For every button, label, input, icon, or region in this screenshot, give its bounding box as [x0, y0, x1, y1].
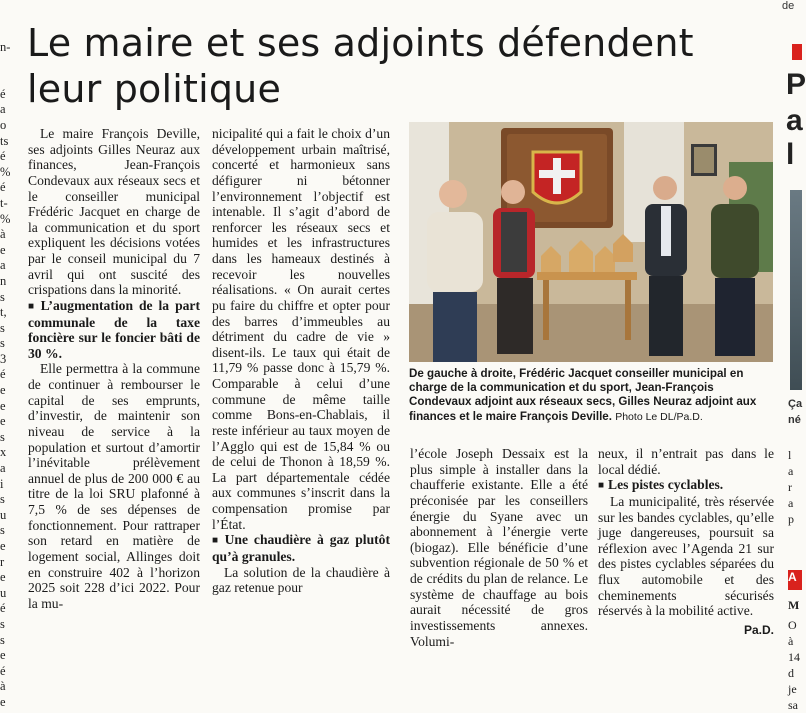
- left-fragment-line: s: [0, 616, 5, 631]
- left-fragment-line: [0, 71, 14, 87]
- right-fragment-caption: né: [788, 414, 801, 426]
- left-fragment-line: e: [0, 570, 6, 585]
- article-column-4: [598, 446, 774, 639]
- left-fragment-line: u: [0, 507, 7, 522]
- article-column-3: [410, 446, 588, 649]
- article-column-1: [28, 126, 200, 611]
- right-fragment-photo: [790, 190, 802, 390]
- left-fragment-line: a: [0, 258, 6, 273]
- left-fragment-line: [0, 56, 14, 72]
- left-fragment-line: s: [0, 320, 5, 335]
- left-fragment-line: e: [0, 398, 6, 413]
- headline-line-2: leur politique: [27, 67, 282, 111]
- left-fragment-line: à: [0, 227, 6, 242]
- left-fragment-line: e: [0, 648, 6, 663]
- left-fragment-line: r: [0, 554, 5, 569]
- right-fragment-text: p: [788, 512, 794, 526]
- left-fragment-line: x: [0, 445, 7, 460]
- article-column-2: [212, 126, 390, 596]
- right-fragment-text: sa: [788, 698, 798, 712]
- photo-illustration: [409, 122, 773, 362]
- left-fragment-line: u: [0, 585, 7, 600]
- left-fragment-line: é: [0, 601, 6, 616]
- right-fragment-red-box: A: [788, 570, 802, 590]
- right-fragment-text: r: [788, 480, 792, 494]
- left-fragment-line: s: [0, 336, 5, 351]
- right-fragment-text: O: [788, 618, 797, 632]
- left-fragment-line: à: [0, 679, 6, 694]
- headline-line-1: Le maire et ses adjoints défendent: [27, 21, 694, 65]
- left-fragment-line: e: [0, 383, 6, 398]
- photo-caption-text: De gauche à droite, Frédéric Jacquet conseiller municipal en charge de la communication et du sport, Jean-François Condevaux adjoint aux réseaux secs, Gilles Neuraz adjoint aux finances et le maire François Deville.: [409, 367, 757, 423]
- left-fragment-line: a: [0, 102, 6, 117]
- body-paragraph: La solution de la chaudière à gaz retenue pour: [212, 564, 390, 596]
- body-paragraph: neux, il n’entrait pas dans le local dédié.: [598, 446, 774, 477]
- right-fragment-headline-letter: l: [786, 138, 795, 171]
- section-subhead-tax: ■ L’augmentation de la part communale de la taxe foncière sur le foncier bâti de 30 %.: [28, 298, 200, 362]
- section-subhead-cycle-lanes: ■ Les pistes cyclables.: [598, 477, 774, 494]
- body-paragraph: l’école Joseph Dessaix est la plus simple à installer dans la chaufferie existante. Elle a été préconisée par les conseillers énergie du Syane avec un abonnement à l’énergie verte (biogaz). Elle bénéficie d’une subvention régionale de 50 % et de crédits du plan de relance. Le système de chauffage au bois aurait nécessité de gros investissements annexes. Volumi-: [410, 446, 588, 649]
- left-fragment-line: o: [0, 117, 7, 132]
- left-fragment-line: %: [0, 211, 11, 226]
- left-fragment-line: e: [0, 694, 6, 709]
- right-fragment-text: d: [788, 666, 794, 680]
- left-fragment-line: e: [0, 242, 6, 257]
- left-fragment-line: a: [0, 461, 6, 476]
- photo-caption: [409, 367, 773, 424]
- body-paragraph: Elle permettra à la commune de continuer à rembourser le capital de ses emprunts, d’investir, de maintenir son niveau de service à la population et surtout d’amortir l’inévitable prélèvement annuel de plus de 200 000 € au titre de la loi SRU plafonné à 7,5 % de ses dépenses de fonctionnement. Pour rattraper son retard en matière de logement social, Allinges doit en construire 402 à l’horizon 2025 soit 228 d’ici 2022. Pour la mu-: [28, 361, 200, 611]
- left-fragment-line: s: [0, 492, 5, 507]
- right-fragment-text: a: [788, 496, 794, 510]
- right-article-fragment: [782, 0, 806, 712]
- left-fragment-line: 3: [0, 351, 7, 366]
- photo-credit: Photo Le DL/Pa.D.: [615, 410, 703, 423]
- left-fragment-line: t,: [0, 305, 7, 320]
- right-fragment-text: 14: [788, 650, 800, 664]
- right-fragment-text: je: [788, 682, 797, 696]
- left-fragment-line: é: [0, 180, 6, 195]
- right-fragment-caption: Ça: [788, 398, 803, 410]
- author-signature: Pa.D.: [743, 622, 774, 637]
- left-fragment-line: s: [0, 523, 5, 538]
- left-article-fragment: [0, 40, 14, 709]
- left-fragment-line: %: [0, 164, 11, 179]
- left-fragment-line: é: [0, 149, 6, 164]
- right-fragment-headline-letter: a: [786, 104, 803, 137]
- left-fragment-line: é: [0, 367, 6, 382]
- body-paragraph: nicipalité qui a fait le choix d’un développement urbain maîtrisé, concerté et harmonieux sans défigurer ni bétonner l’environnement l’objectif est intenable. Il s’agit d’abord de renforcer les réseaux secs et humides et les infrastructures dans les hameaux destinés à recevoir les nouvelles réalisations. « On aurait certes pu faire du chiffre et opter pour des barres d’immeubles au détriment du cadre de vie » disent-ils. Le taux qui était de 11,79 % passe donc à 15,79 %. Comparable à celui d’une commune de même taille comme Bons-en-Chablais, il reste inférieur au taux moyen de l’Agglo qui est de 15,84 % ou de celui de Thonon à 18,59 %. La part départementale cédée aux communes s’inscrit dans la compensation promise par l’État.: [212, 126, 390, 532]
- left-fragment-line: s: [0, 632, 5, 647]
- left-fragment-line: n: [0, 273, 7, 288]
- left-fragment-line: t-: [0, 195, 8, 210]
- left-fragment-line: é: [0, 86, 6, 101]
- right-fragment-red-bar: [792, 44, 802, 60]
- left-fragment-line: n-: [0, 40, 11, 54]
- right-fragment-text: à: [788, 634, 794, 648]
- right-fragment-text: a: [788, 464, 794, 478]
- section-subhead-boiler: ■ Une chaudière à gaz plutôt qu’à granules.: [212, 532, 390, 564]
- right-fragment-text: l: [788, 448, 792, 462]
- left-fragment-line: e: [0, 539, 6, 553]
- right-fragment-top-text: de: [782, 0, 795, 12]
- body-paragraph: Le maire François Deville, ses adjoints Gilles Neuraz aux finances, Jean-François Condevaux aux réseaux secs et le conseiller municipal Frédéric Jacquet en charge de la communication et du sport expliquent les décisions votées par le conseil municipal du 7 avril qui ont suscité des crispations dans la minorité.: [28, 126, 200, 298]
- left-fragment-line: s: [0, 289, 5, 304]
- article-headline: [27, 20, 747, 112]
- right-fragment-headline-letter: P: [786, 68, 806, 101]
- article-photo: [409, 122, 773, 362]
- right-fragment-subhead: M: [788, 598, 800, 612]
- left-fragment-line: e: [0, 414, 6, 429]
- left-fragment-line: s: [0, 429, 5, 444]
- left-fragment-line: é: [0, 663, 6, 678]
- body-paragraph: La municipalité, très réservée sur les bandes cyclables, qu’elle juge dangereuses, poursuit sa réflexion avec l’Agenda 21 sur des pistes cyclables séparées du flux automobile et des cheminements sécurisés réservés à la mobilité active.: [598, 493, 774, 619]
- left-fragment-line: i: [0, 476, 4, 491]
- left-fragment-line: ts: [0, 133, 9, 148]
